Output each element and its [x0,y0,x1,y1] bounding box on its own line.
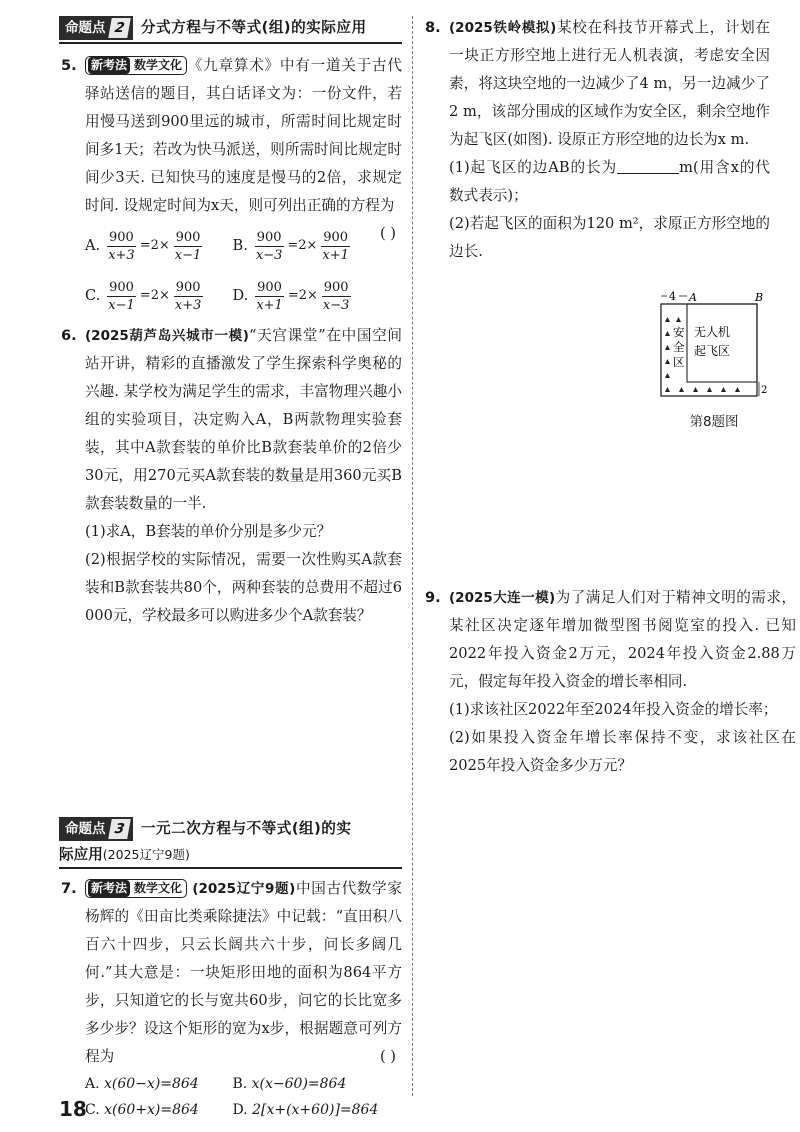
question-7 [59,875,402,1123]
question-number: 7. [61,880,77,897]
option-c[interactable]: C. $\frac{900}{x-1}$ =2× $\frac{900}{x+3}$ [85,279,202,313]
takeoff-label-1: 无人机 [694,325,731,339]
label-B: B [755,291,764,304]
safe-zone-char-2: 全 [673,340,685,354]
question-part-2: (2)如果投入资金年增长率保持不变，求该社区在2025年投入资金多少万元？ [449,729,796,774]
section-title: 一元二次方程与不等式(组)的实 [140,820,352,837]
option-list [85,1071,402,1123]
figure-caption: 第8题图 [689,414,739,430]
option-a[interactable]: A. $\frac{900}{x+3}$ =2× $\frac{900}{x-1}$ [85,229,202,263]
option-c[interactable]: C. x(60+x)=864 [85,1102,199,1118]
new-method-icon: 新考法 [88,880,130,897]
question-part-1: (1)起飞区的边AB的长为 m(用含x的代数式表示)； [449,159,771,204]
question-text: “天宫课堂”在中国空间站开讲，精彩的直播激发了学生探索科学奥秘的兴趣. 某学校为满足学生的需求，丰富物理兴趣小组的实验项目，决定购入A，B两款物理实验套装，其中A款套装的单价比B款套装单价的2倍少30元，用270元买A款套装的数量是用360元买B款套装数量的一半. [85,327,402,512]
safe-zone-char-1: 安 [673,325,685,339]
question-part-1: (1)求该社区2022年至2024年投入资金的增长率； [449,701,778,718]
question-number: 8. [425,19,441,36]
answer-blank[interactable] [617,157,679,174]
label-A: A [689,291,697,304]
option-list [85,224,380,318]
answer-paren: ( ) [379,225,396,242]
safe-zone-char-3: 区 [673,355,685,369]
label-2: 2 [761,385,768,396]
option-a[interactable]: A. x(60−x)=864 [85,1076,199,1092]
question-part-2: (2)根据学校的实际情况，需要一次性购买A款套装和B款套装共80个，两种套装的总费用不超过6 000元，学校最多可以购进多少个A款套装？ [85,551,402,624]
takeoff-label-2: 起飞区 [694,344,731,358]
new-method-icon: 新考法 [88,57,130,74]
question-text: 某校在科技节开幕式上，计划在一块正方形空地上进行无人机表演，考虑安全因素，将这块空地的一边减少了4 m，另一边减少了2 m，该部分围成的区域作为安全区，剩余空地作为起飞区(如图). 设原正方形空地的边长为x m. [449,19,770,148]
section-number: 3 [108,819,131,839]
option-d[interactable]: D. $\frac{900}{x+1}$ =2× $\frac{900}{x-3}$ [232,279,350,313]
question-source: (2025葫芦岛兴城市一模) [85,328,249,344]
page-number: 18 [59,1097,87,1121]
question-source: (2025铁岭模拟) [449,20,557,36]
new-method-badge: 新考法 数学文化 [85,56,187,75]
question-text: 为了满足人们对于精神文明的需求，某社区决定逐年增加微型图书阅览室的投入. 已知2022年投入资金2万元，2024年投入资金2.88万元，假定每年投入资金的增长率相同. [449,589,796,690]
answer-paren: ( ) [379,1048,396,1065]
takeoff-zone-rect [687,304,757,382]
section-3 [59,815,402,1123]
section-title-continued: 际应用(2025辽宁9题) [59,843,402,869]
option-b[interactable]: B. $\frac{900}{x-3}$ =2× $\frac{900}{x+1}$ [232,229,349,263]
figure-8-diagram [659,290,769,398]
section-3-header [59,815,402,843]
question-number: 6. [61,327,77,344]
question-part-1: (1)求A，B套装的单价分别是多少元？ [85,523,332,540]
section-number: 2 [108,18,131,38]
question-6 [59,322,402,630]
section-2-header [59,14,402,44]
figure-8 [659,290,769,436]
question-part-2: (2)若起飞区的面积为120 m²，求原正方形空地的边长. [449,215,770,260]
new-method-badge: 新考法 数学文化 [85,879,187,898]
question-source: (2025大连一模) [449,590,556,606]
question-number: 5. [61,57,77,74]
left-column [59,14,402,630]
section-tag: 命题点 3 [59,817,133,841]
column-divider [412,16,413,1096]
label-4: 4 [669,290,676,303]
question-text: 中国古代数学家杨辉的《田亩比类乘除捷法》中记载：“直田积八百六十四步，只云长阔共六十步，问长多阔几何.”其大意是：一块矩形田地的面积为864平方步，只知道它的长与宽共60步，问它的长比宽多多少步？设这个矩形的宽为x步，根据题意可列方程为 [85,880,402,1065]
option-b[interactable]: B. x(x−60)=864 [232,1076,347,1092]
option-d[interactable]: D. 2[x+(x+60)]=864 [232,1102,379,1118]
question-number: 9. [425,589,441,606]
question-source: (2025辽宁9题) [192,881,296,897]
question-5 [59,52,402,318]
right-column [423,14,796,774]
section-title: 分式方程与不等式(组)的实际应用 [140,19,367,36]
question-8 [423,14,770,266]
section-tag: 命题点 2 [59,16,133,40]
question-9 [423,584,796,780]
question-text: 《九章算术》中有一道关于古代驿站送信的题目，其白话译文为：一份文件，若用慢马送到900里远的城市，所需时间比规定时间多1天；若改为快马派送，则所需时间比规定时间少3天. 已知快马的速度是慢马的2倍，求规定时间. 设规定时间为x天，则可列出正确的方程为 [85,57,402,214]
section-note: (2025辽宁9题) [102,847,190,862]
